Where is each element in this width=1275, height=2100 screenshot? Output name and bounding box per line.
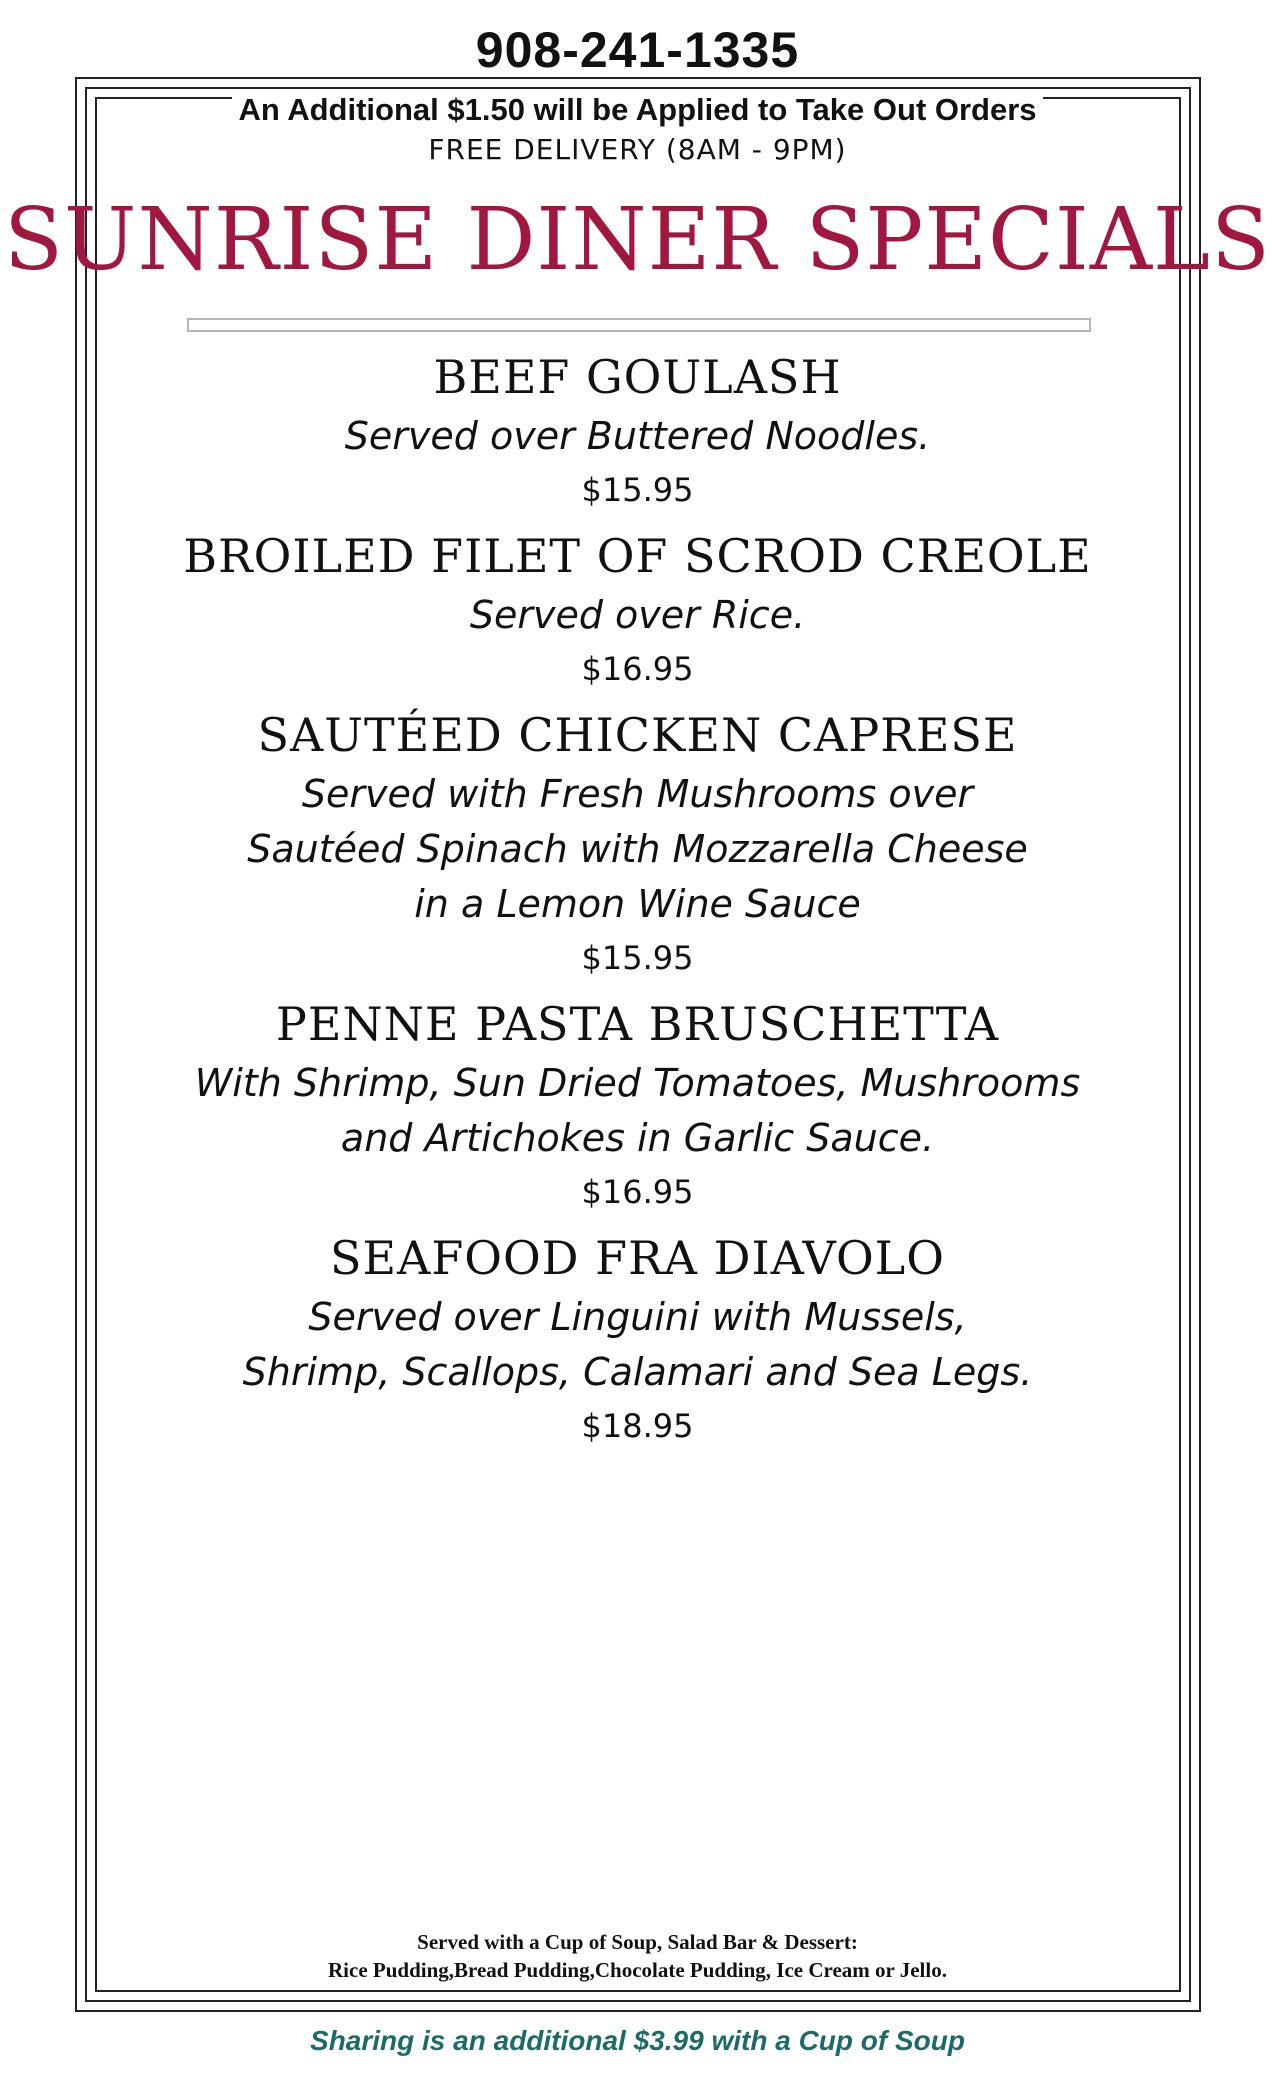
- special-name: PENNE PASTA BRUSCHETTA: [275, 997, 1000, 1051]
- served-with-line-1: Served with a Cup of Soup, Salad Bar & Dessert:: [417, 1930, 858, 1954]
- special-item: [140, 524, 1135, 695]
- special-price: $15.95: [581, 471, 694, 509]
- special-price: $16.95: [581, 1173, 694, 1211]
- special-price: $15.95: [581, 939, 694, 977]
- takeout-notice-text: An Additional $1.50 will be Applied to Take Out Orders: [232, 92, 1042, 127]
- special-price: $16.95: [581, 650, 694, 688]
- served-with-note: [0, 1928, 1275, 1984]
- sharing-notice: Sharing is an additional $3.99 with a Cup of Soup: [310, 2025, 965, 2056]
- delivery-notice: FREE DELIVERY (8AM - 9PM): [428, 133, 847, 166]
- special-item: [140, 992, 1135, 1218]
- special-item: [140, 345, 1135, 516]
- special-name: BEEF GOULASH: [433, 350, 842, 404]
- special-name: SAUTÉED CHICKEN CAPRESE: [257, 708, 1018, 762]
- menu-title: SUNRISE DINER SPECIALS: [4, 190, 1271, 290]
- special-description: Served over Rice.: [469, 593, 806, 637]
- title-divider: [187, 318, 1091, 332]
- special-description: Served over Buttered Noodles.: [344, 414, 931, 458]
- specials-list: [140, 345, 1135, 1452]
- special-description: Served with Fresh Mushrooms over Sautéed Spinach with Mozzarella Cheese in a Lemon Wine Sauce: [247, 772, 1028, 926]
- special-description: With Shrimp, Sun Dried Tomatoes, Mushrooms and Artichokes in Garlic Sauce.: [194, 1061, 1081, 1160]
- special-name: BROILED FILET OF SCROD CREOLE: [183, 529, 1092, 583]
- special-price: $18.95: [581, 1407, 694, 1445]
- special-item: [140, 1226, 1135, 1452]
- special-name: SEAFOOD FRA DIAVOLO: [330, 1231, 945, 1285]
- special-description: Served over Linguini with Mussels, Shrimp, Scallops, Calamari and Sea Legs.: [242, 1295, 1033, 1394]
- served-with-line-2: Rice Pudding,Bread Pudding,Chocolate Pudding, Ice Cream or Jello.: [328, 1958, 947, 1982]
- special-item: [140, 703, 1135, 984]
- takeout-notice: [0, 92, 1275, 128]
- phone-number: 908-241-1335: [475, 22, 800, 78]
